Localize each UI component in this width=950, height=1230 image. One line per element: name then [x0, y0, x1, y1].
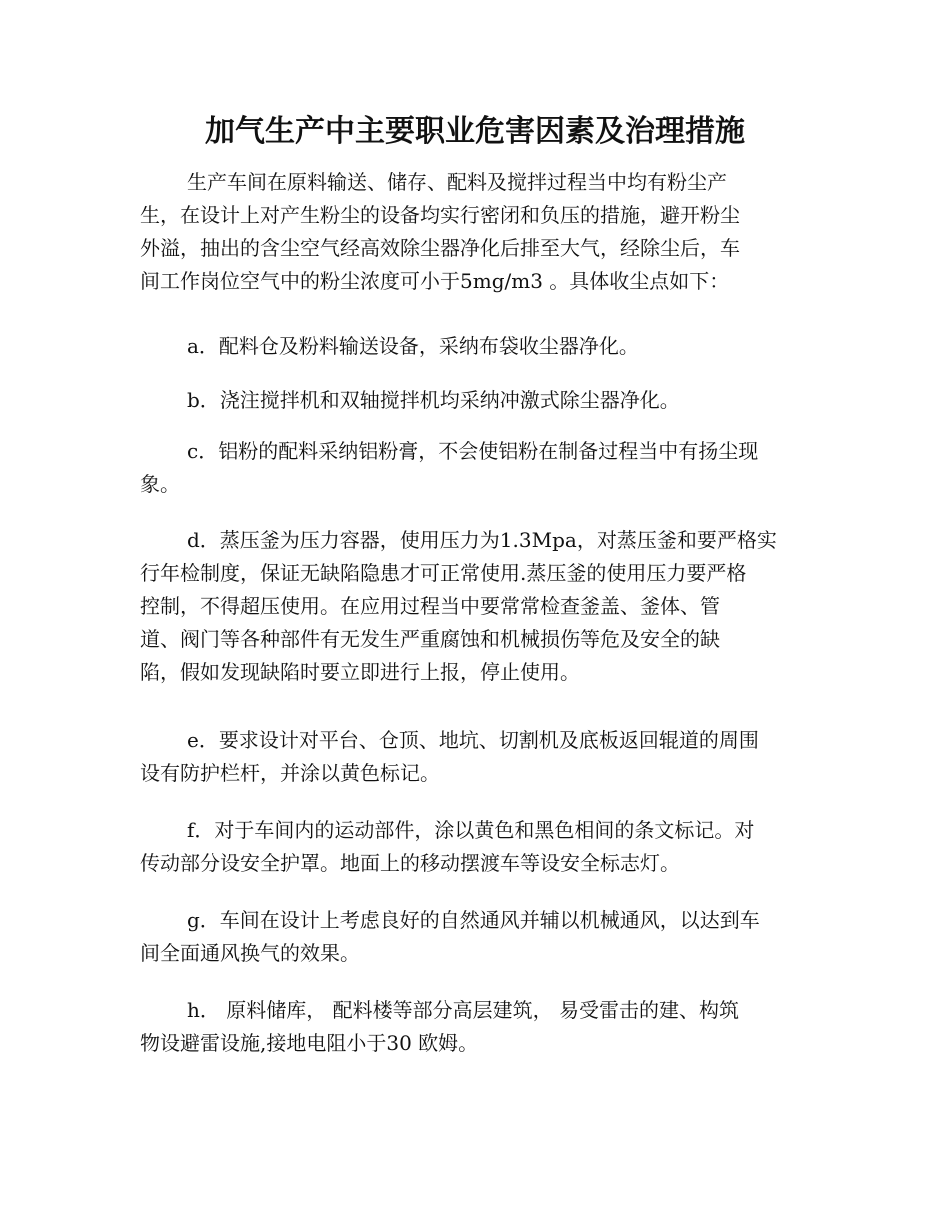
paragraph-line: f．对于车间内的运动部件，涂以黄色和黑色相间的条文标记。对	[187, 818, 755, 842]
paragraph-line: e．要求设计对平台、仓顶、地坑、切割机及底板返回辊道的周围	[187, 728, 759, 752]
paragraph-line: 象。	[140, 472, 180, 496]
paragraph-line: 物设避雷设施,接地电阻小于30 欧姆。	[140, 1031, 479, 1055]
paragraph-item-h	[140, 994, 739, 1060]
paragraph-line: 传动部分设安全护罩。地面上的移动摆渡车等设安全标志灯。	[140, 851, 680, 875]
paragraph-item-d	[140, 524, 777, 689]
paragraph-line: 间工作岗位空气中的粉尘浓度可小于5mg/m3 。具体收尘点如下：	[140, 269, 730, 293]
paragraph-line: 控制，不得超压使用。在应用过程当中要常常检查釜盖、釜体、管	[140, 594, 720, 618]
paragraph-line: g．车间在设计上考虑良好的自然通风并辅以机械通风，以达到车	[187, 908, 760, 932]
paragraph-line: a．配料仓及粉料输送设备，采纳布袋收尘器净化。	[187, 334, 639, 358]
paragraph-item-a	[140, 330, 639, 363]
paragraph-line: b．浇注搅拌机和双轴搅拌机均采纳冲激式除尘器净化。	[187, 388, 680, 412]
paragraph-item-c	[140, 435, 758, 501]
document-title: 加气生产中主要职业危害因素及治理措施	[205, 114, 745, 149]
paragraph-item-g	[140, 904, 760, 970]
paragraph-line: 设有防护栏杆，并涂以黄色标记。	[140, 761, 440, 785]
paragraph-item-e	[140, 724, 759, 790]
paragraph-line: 陷，假如发现缺陷时要立即进行上报，停止使用。	[140, 660, 580, 684]
paragraph-item-f	[140, 814, 754, 880]
paragraph-line: 道、阀门等各种部件有无发生严重腐蚀和机械损伤等危及安全的缺	[140, 627, 720, 651]
paragraph-line: d．蒸压釜为压力容器，使用压力为1.3Mpa，对蒸压釜和要严格实	[187, 528, 777, 552]
paragraph-line: 间全面通风换气的效果。	[140, 941, 360, 965]
paragraph-line: c．铝粉的配料采纳铝粉膏，不会使铝粉在制备过程当中有扬尘现	[187, 439, 759, 463]
paragraph-intro	[140, 166, 740, 298]
paragraph-line: h． 原料储库， 配料楼等部分高层建筑， 易受雷击的建、构筑	[187, 998, 739, 1022]
paragraph-line: 生，在设计上对产生粉尘的设备均实行密闭和负压的措施，避开粉尘	[140, 203, 740, 227]
paragraph-line: 外溢，抽出的含尘空气经高效除尘器净化后排至大气，经除尘后，车	[140, 236, 740, 260]
paragraph-item-b	[140, 384, 680, 417]
paragraph-line: 行年检制度，保证无缺陷隐患才可正常使用.蒸压釜的使用压力要严格	[140, 561, 747, 585]
paragraph-line: 生产车间在原料输送、储存、配料及搅拌过程当中均有粉尘产	[187, 170, 727, 194]
